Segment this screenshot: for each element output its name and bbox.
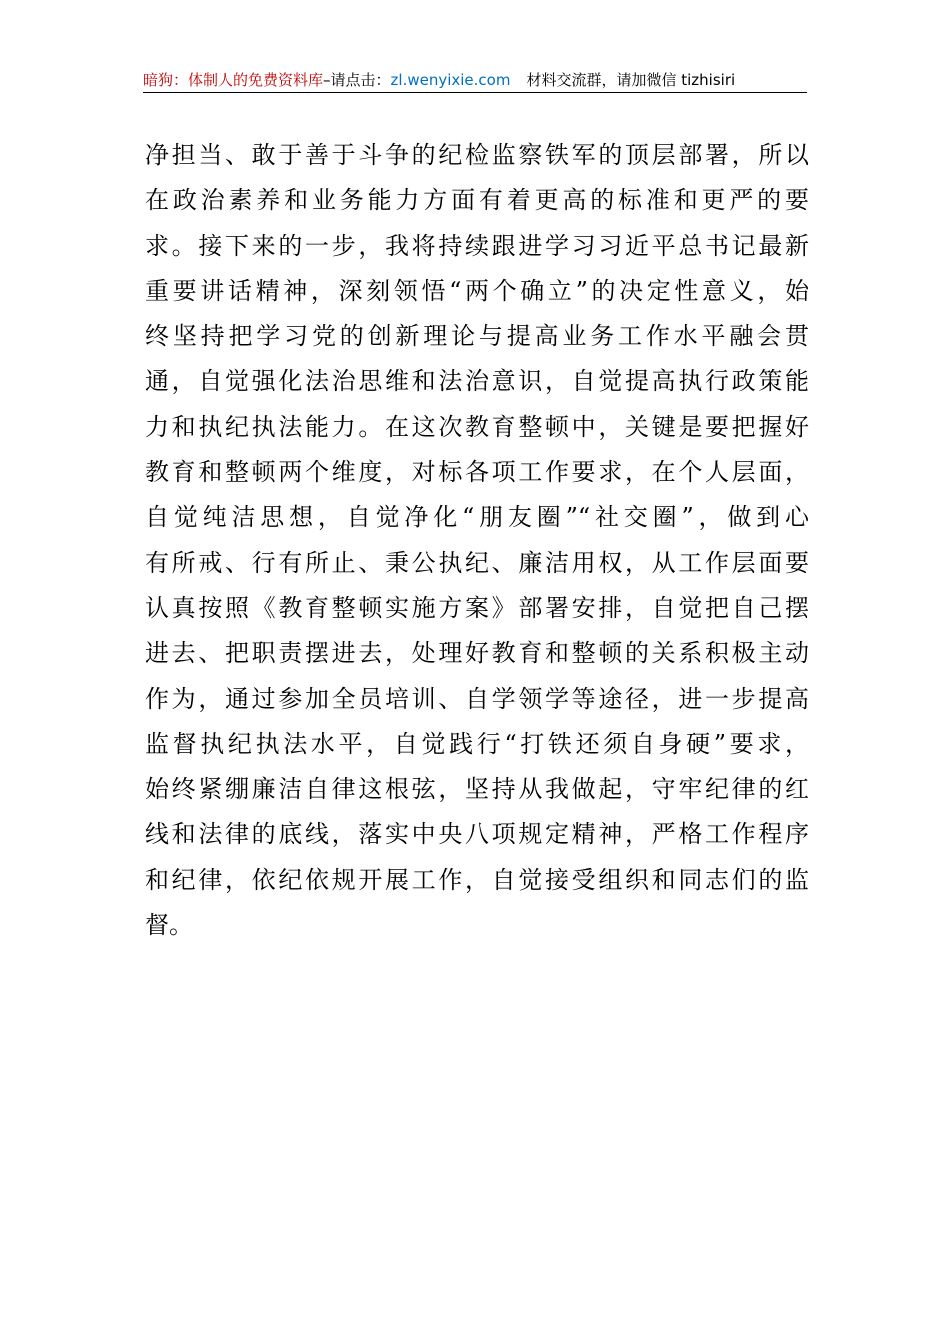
paragraph-line: 线和法律的底线，落实中央八项规定精神，严格工作程序 <box>145 820 809 849</box>
header-contact: 材料交流群，请加微信 tizhisiri <box>526 71 736 89</box>
header-brand: 暗狗：体制人的免费资料库 <box>143 71 324 89</box>
paragraph-line: 自觉纯洁思想，自觉净化“朋友圈”“社交圈”，做到心 <box>145 503 809 532</box>
page-header <box>143 70 807 93</box>
paragraph-line: 督。 <box>145 911 193 940</box>
paragraph-line: 和纪律，依纪依规开展工作，自觉接受组织和同志们的监 <box>145 865 809 894</box>
paragraph-line: 作为，通过参加全员培训、自学领学等途径，进一步提高 <box>145 684 809 713</box>
paragraph-line: 求。接下来的一步，我将持续跟进学习习近平总书记最新 <box>145 231 809 260</box>
paragraph-line: 进去、把职责摆进去，处理好教育和整顿的关系积极主动 <box>145 639 809 668</box>
paragraph-line: 重要讲话精神，深刻领悟“两个确立”的决定性意义，始 <box>145 276 809 305</box>
paragraph-line: 通，自觉强化法治思维和法治意识，自觉提高执行政策能 <box>145 367 809 396</box>
paragraph-line: 监督执纪执法水平，自觉践行“打铁还须自身硬”要求， <box>145 729 809 758</box>
paragraph-line: 力和执纪执法能力。在这次教育整顿中，关键是要把握好 <box>145 412 809 441</box>
paragraph-line: 有所戒、行有所止、秉公执纪、廉洁用权，从工作层面要 <box>145 548 809 577</box>
paragraph-line: 净担当、敢于善于斗争的纪检监察铁军的顶层部署，所以 <box>145 141 809 169</box>
paragraph-line: 终坚持把学习党的创新理论与提高业务工作水平融会贯 <box>145 322 809 351</box>
paragraph-line: 认真按照《教育整顿实施方案》部署安排，自觉把自己摆 <box>145 593 809 622</box>
header-prompt: –请点击： <box>323 71 391 89</box>
document-body <box>145 133 809 948</box>
paragraph-line: 始终紧绷廉洁自律这根弦，坚持从我做起，守牢纪律的红 <box>145 775 809 804</box>
paragraph-line: 教育和整顿两个维度，对标各项工作要求，在个人层面， <box>145 458 809 487</box>
paragraph-line: 在政治素养和业务能力方面有着更高的标准和更严的要 <box>145 186 809 215</box>
header-url-link[interactable]: zl.wenyixie.com <box>390 71 511 89</box>
